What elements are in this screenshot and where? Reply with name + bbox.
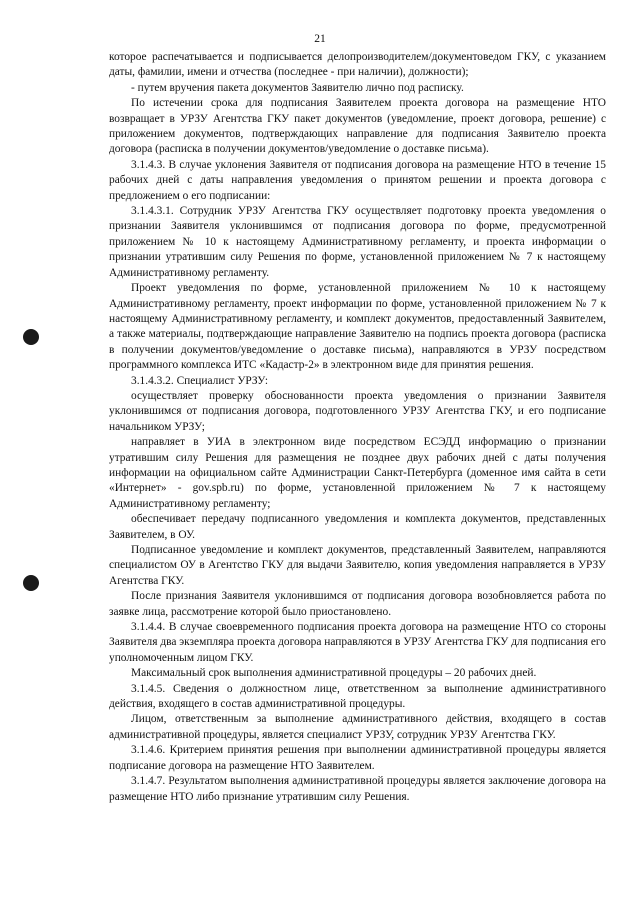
paragraph: 3.1.4.4. В случае своевременного подписания проекта договора на размещение НТО со стороны Заявителя два экземпляра проекта договора направляются в УРЗУ Агентства ГКУ для подписания его уполномоченным лицом ГКУ.	[109, 621, 606, 664]
paragraph: Подписанное уведомление и комплект документов, представленный Заявителем, направляются специалистом ОУ в Агентство ГКУ для выдачи Заявителю, копия уведомления направляется в УРЗУ Агентства ГКУ.	[109, 544, 606, 587]
paragraph: Лицом, ответственным за выполнение административного действия, входящего в состав административной процедуры, является специалист УРЗУ, сотрудник УРЗУ Агентства ГКУ.	[109, 713, 606, 741]
paragraph: обеспечивает передачу подписанного уведомления и комплекта документов, представленных Заявителем, в ОУ.	[109, 513, 606, 541]
page-number: 21	[314, 33, 326, 45]
punch-hole-top	[23, 329, 39, 345]
paragraph: Проект уведомления по форме, установленной приложением № 10 к настоящему Административному регламенту, проект информации по форме, установленной приложением № 7 к настоящему Административному регламенту, и комплект документов, предоставленный Заявителем, а также материалы, подтверждающие направление Заявителю на подпись проекта договора (расписка в получении документов/уведомление о доставке письма), направляются в УРЗУ посредством программного комплекса ИТС «Кадастр-2» в электронном виде для принятия решения.	[109, 282, 606, 372]
punch-hole-bottom	[23, 575, 39, 591]
paragraph: - путем вручения пакета документов Заявителю лично под расписку.	[131, 81, 464, 94]
paragraph: которое распечатывается и подписывается делопроизводителем/документоведом ГКУ, с указанием даты, фамилии, имени и отчества (последнее - при наличии), должности);	[109, 51, 606, 79]
paragraph: 3.1.4.3.1. Сотрудник УРЗУ Агентства ГКУ осуществляет подготовку проекта уведомления о признании Заявителя уклонившимся от подписания договора по форме, предусмотренной приложением № 10 к настоящему Административному регламенту, и проекта информации о признании утратившим силу Решения по форме, установленной приложением № 7 к настоящему Административному регламенту.	[109, 205, 606, 279]
paragraph: 3.1.4.3.2. Специалист УРЗУ:	[131, 374, 269, 387]
paragraph: 3.1.4.7. Результатом выполнения административной процедуры является заключение договора на размещение НТО либо признание утратившим силу Решения.	[109, 775, 606, 803]
paragraph: Максимальный срок выполнения административной процедуры – 20 рабочих дней.	[131, 667, 537, 680]
paragraph: осуществляет проверку обоснованности проекта уведомления о признании Заявителя уклонившимся от подписания договора, подготовленного УРЗУ Агентства ГКУ, и его подписание начальником УРЗУ;	[109, 389, 606, 433]
paragraph: 3.1.4.3. В случае уклонения Заявителя от подписания договора на размещение НТО в течение 15 рабочих дней с даты направления уведомления о принятом решении и проекта договора с предложением о его подписании:	[109, 158, 606, 202]
paragraph: По истечении срока для подписания Заявителем проекта договора на размещение НТО возвращает в УРЗУ Агентства ГКУ пакет документов (уведомление, проект договора, решение) с приложением документов, подтверждающих направление для подписания Заявителю проекта договора (расписка в получении документов/уведомление о доставке письма).	[109, 97, 606, 156]
paragraph: После признания Заявителя уклонившимся от подписания договора возобновляется работа по заявке лица, рассмотрение которой было приостановлено.	[109, 590, 606, 618]
paragraph: 3.1.4.6. Критерием принятия решения при выполнении административной процедуры является подписание договора на размещение НТО Заявителем.	[109, 744, 606, 772]
paragraph: 3.1.4.5. Сведения о должностном лице, ответственном за выполнение административного действия, входящего в состав административной процедуры.	[109, 682, 606, 711]
document-body	[109, 50, 606, 805]
paragraph: направляет в УИА в электронном виде посредством ЕСЭДД информацию о признании утратившим силу Решения для размещения не позднее двух рабочих дней с даты получения информации на официальном сайте Администрации Санкт-Петербурга (доменное имя сайта в сети «Интернет» - gov.spb.ru) по форме, установленной приложением № 7 к настоящему Административному регламенту;	[109, 436, 606, 510]
